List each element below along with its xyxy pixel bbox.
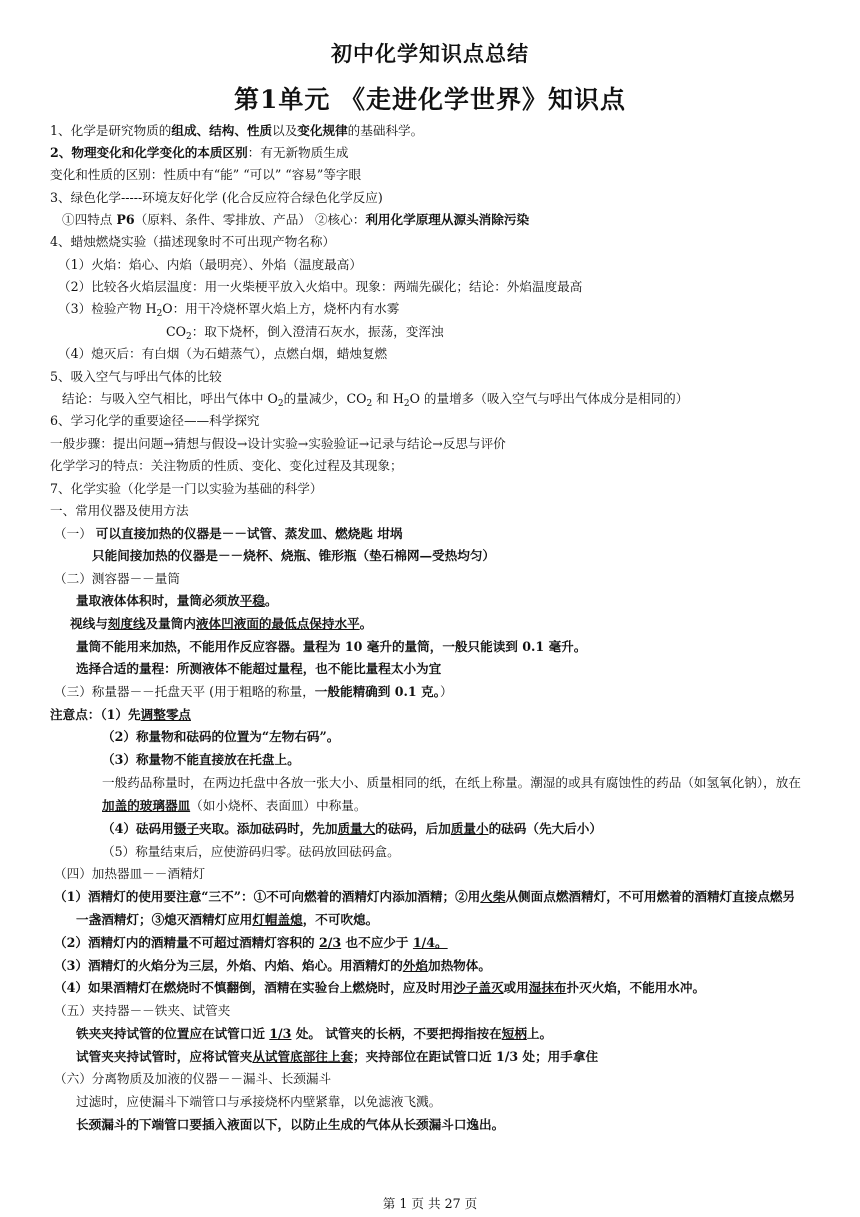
unit-heading: 第1单元 《走进化学世界》知识点 [233, 85, 627, 114]
text-span: 结论：与吸入空气相比，呼出气体中 O [62, 391, 278, 406]
text-span: （4）如果酒精灯在燃烧时不慎翻倒，酒精在实验台上燃烧时，应及时用 [54, 980, 454, 995]
text-line-16: 化学学习的特点：关注物质的性质、变化、变化过程及其现象； [50, 458, 403, 473]
text-line-9 [58, 298, 399, 320]
text-span: 1、化学是研究物质的 [50, 123, 172, 138]
text-line-29: （3）称量物不能直接放在托盘上。 [102, 752, 300, 767]
text-span: 一盏酒精灯；③熄灭酒精灯应用 [76, 912, 253, 927]
text-line-19 [54, 523, 402, 545]
text-span: CO [166, 324, 186, 339]
text-line-25: 选择合适的量程：所测液体不能超过量程，也不能比量程太小为宜 [76, 661, 442, 676]
text-span: 视线与 [70, 616, 108, 631]
text-line-36 [76, 909, 378, 931]
text-line-27 [50, 704, 191, 726]
subscript: 2 [185, 332, 192, 342]
text-span: 调整零点 [140, 707, 191, 722]
text-span: ：有无新物质生成 [247, 145, 349, 160]
text-line-3: 变化和性质的区别：性质中有“能” “可以” “容易”等字眼 [50, 167, 362, 182]
text-span: 。 [359, 616, 373, 631]
text-line-1 [50, 120, 423, 142]
subscript: 2 [366, 399, 373, 409]
subscript: 2 [277, 399, 284, 409]
text-span: 处。 试管夹的长柄，不要把拇指按在 [291, 1026, 502, 1041]
text-span: （三）称量器－－托盘天平 (用于粗略的称量， [54, 684, 315, 699]
text-span: 或用 [503, 980, 529, 995]
text-span: 。 [264, 593, 278, 608]
text-line-11: （4）熄灭后：有白烟（为石蜡蒸气），点燃白烟，蜡烛复燃 [58, 346, 388, 361]
text-span: （一） [54, 526, 96, 541]
text-span: 刻度线 [107, 616, 146, 631]
text-line-18: 一、常用仪器及使用方法 [50, 503, 189, 518]
text-span: 变化规律 [297, 123, 348, 138]
text-line-15: 一般步骤：提出问题→猜想与假设→设计实验→实验验证→记录与结论→反思与评价 [50, 436, 506, 451]
text-span: P6 [116, 212, 135, 227]
text-span: 2、物理变化和化学变化的本质区别 [50, 145, 248, 160]
text-line-43: （六）分离物质及加液的仪器－－漏斗、长颈漏斗 [54, 1071, 332, 1086]
text-span: （如小烧杯、表面皿）中称量。 [190, 798, 367, 813]
text-line-23 [70, 613, 372, 635]
text-line-39 [54, 977, 705, 999]
subscript: 2 [156, 309, 163, 319]
text-line-32 [102, 818, 602, 840]
text-span: （2）酒精灯内的酒精量不可超过酒精灯容积的 [54, 935, 320, 950]
text-line-38 [54, 955, 491, 977]
text-span: ①四特点 [62, 212, 117, 227]
text-span: 组成、结构、性质 [171, 123, 273, 138]
text-span: （1）酒精灯的使用要注意“三不”：①不可向燃着的酒精灯内添加酒精；②用 [54, 889, 481, 904]
text-span: 利用化学原理从源头消除污染 [365, 212, 530, 227]
text-span: 的基础科学。 [347, 123, 424, 138]
text-span: 的砝码，后加 [375, 821, 451, 836]
text-span: 及量筒内 [145, 616, 196, 631]
text-span: 质量小 [450, 821, 489, 836]
text-span: 2/3 [319, 935, 342, 950]
text-span: 加热物体。 [427, 958, 491, 973]
text-line-21: （二）测容器－－量筒 [54, 571, 180, 586]
text-span: ；夹持部位在距试管口近 1/3 处；用手拿住 [353, 1049, 599, 1064]
text-line-20: 只能间接加热的仪器是－－烧杯、烧瓶、锥形瓶（垫石棉网—受热均匀） [92, 548, 495, 563]
text-line-14: 6、学习化学的重要途径——科学探究 [50, 413, 260, 428]
text-span: 的量减少，CO [283, 391, 367, 406]
text-span: 注意点：（1）先 [50, 707, 141, 722]
text-span: 以及 [272, 123, 298, 138]
text-line-31 [102, 795, 366, 817]
text-span: 平稳 [239, 593, 265, 608]
text-line-4: 3、绿色化学-----环境友好化学 (化合反应符合绿色化学反应) [50, 190, 383, 205]
text-span: 扑灭火焰，不能用水冲。 [566, 980, 706, 995]
text-line-26 [54, 681, 453, 703]
text-line-37 [54, 932, 448, 954]
text-span: 一般能精确到 0.1 克。 [314, 684, 440, 699]
text-span: 镊子 [173, 821, 199, 836]
page-footer: 第 1 页 共 27 页 [382, 1196, 478, 1211]
text-span: 的砝码（先大后小） [488, 821, 602, 836]
text-line-33: （5）称量结束后，应使游码归零。砝码放回砝码盒。 [102, 844, 400, 859]
text-line-24: 量筒不能用来加热，不能用作反应容器。量程为 10 毫升的量筒，一般只能读到 0.1 毫升。 [76, 639, 587, 654]
text-line-10 [166, 321, 444, 343]
text-line-22 [76, 590, 278, 612]
text-line-44: 过滤时，应使漏斗下端管口与承接烧杯内壁紧靠，以免滤液飞溅。 [76, 1094, 442, 1109]
text-span: 上。 [526, 1026, 553, 1041]
text-line-28: （2）称量物和砝码的位置为“左物右码”。 [102, 729, 340, 744]
text-span: 1/3 [269, 1026, 292, 1041]
text-span: 液体凹液面的最低点保持水平 [195, 616, 360, 631]
text-span: （3）检验产物 H [58, 301, 157, 316]
text-span: 湿抹布 [528, 980, 567, 995]
text-span: 从试管底部往上套 [252, 1049, 354, 1064]
text-span: 从侧面点燃酒精灯，不可用燃着的酒精灯直接点燃另 [505, 889, 796, 904]
text-span: 量取液体体积时，量筒必须放 [76, 593, 240, 608]
text-line-13 [62, 388, 688, 410]
text-span: 短柄 [501, 1026, 527, 1041]
text-span: ） [439, 684, 453, 699]
text-span: O：用干冷烧杯罩火焰上方，烧杯内有水雾 [162, 301, 400, 316]
text-span: 铁夹夹持试管的位置应在试管口近 [76, 1026, 270, 1041]
text-line-7: （1）火焰：焰心、内焰（最明亮）、外焰（温度最高） [58, 257, 362, 272]
text-line-35 [54, 886, 795, 908]
subscript: 2 [403, 399, 410, 409]
text-span: 灯帽盖熄 [252, 912, 303, 927]
text-line-42 [76, 1046, 598, 1068]
text-line-5 [62, 209, 529, 231]
text-line-2 [50, 142, 348, 164]
text-span: 质量大 [337, 821, 376, 836]
text-span: （4）砝码用 [102, 821, 174, 836]
text-line-45: 长颈漏斗的下端管口要插入液面以下，以防止生成的气体从长颈漏斗口逸出。 [76, 1117, 505, 1132]
text-span: O 的量增多（吸入空气与呼出气体成分是相同的） [409, 391, 689, 406]
text-span: 1/4。 [412, 935, 448, 950]
text-line-30: 一般药品称量时，在两边托盘中各放一张大小、质量相同的纸，在纸上称量。潮湿的或具有腐蚀性的药品（如氢氧化钠），放在 [102, 775, 801, 790]
text-span: （3）酒精灯的火焰分为三层，外焰、内焰、焰心。用酒精灯的 [54, 958, 403, 973]
text-line-17: 7、化学实验（化学是一门以实验为基础的科学） [50, 481, 323, 496]
text-span: 火柴 [480, 889, 506, 904]
text-span: 试管夹夹持试管时，应将试管夹 [76, 1049, 253, 1064]
text-line-40: （五）夹持器－－铁夹、试管夹 [54, 1003, 231, 1018]
text-span: 和 H [372, 391, 404, 406]
text-span: 加盖的玻璃器皿 [102, 798, 191, 813]
document-title: 初中化学知识点总结 [331, 41, 529, 66]
text-span: 可以直接加热的仪器是－－试管、蒸发皿、燃烧匙 坩埚 [95, 526, 403, 541]
text-line-12: 5、吸入空气与呼出气体的比较 [50, 369, 222, 384]
text-span: 外焰 [402, 958, 428, 973]
text-span: ：取下烧杯，倒入澄清石灰水，振荡，变浑浊 [191, 324, 444, 339]
text-line-41 [76, 1023, 552, 1045]
text-line-6: 4、蜡烛燃烧实验（描述现象时不可出现产物名称） [50, 234, 336, 249]
text-line-8: （2）比较各火焰层温度：用一火柴梗平放入火焰中。现象：两端先碳化；结论：外焰温度最高 [58, 279, 583, 294]
text-span: 夹取。添加砝码时，先加 [198, 821, 338, 836]
text-span: ，不可吹熄。 [302, 912, 379, 927]
text-span: （原料、条件、零排放、产品） ②核心： [134, 212, 366, 227]
text-span: 也不应少于 [341, 935, 413, 950]
text-span: 沙子盖灭 [453, 980, 504, 995]
text-line-34: （四）加热器皿－－酒精灯 [54, 866, 206, 881]
